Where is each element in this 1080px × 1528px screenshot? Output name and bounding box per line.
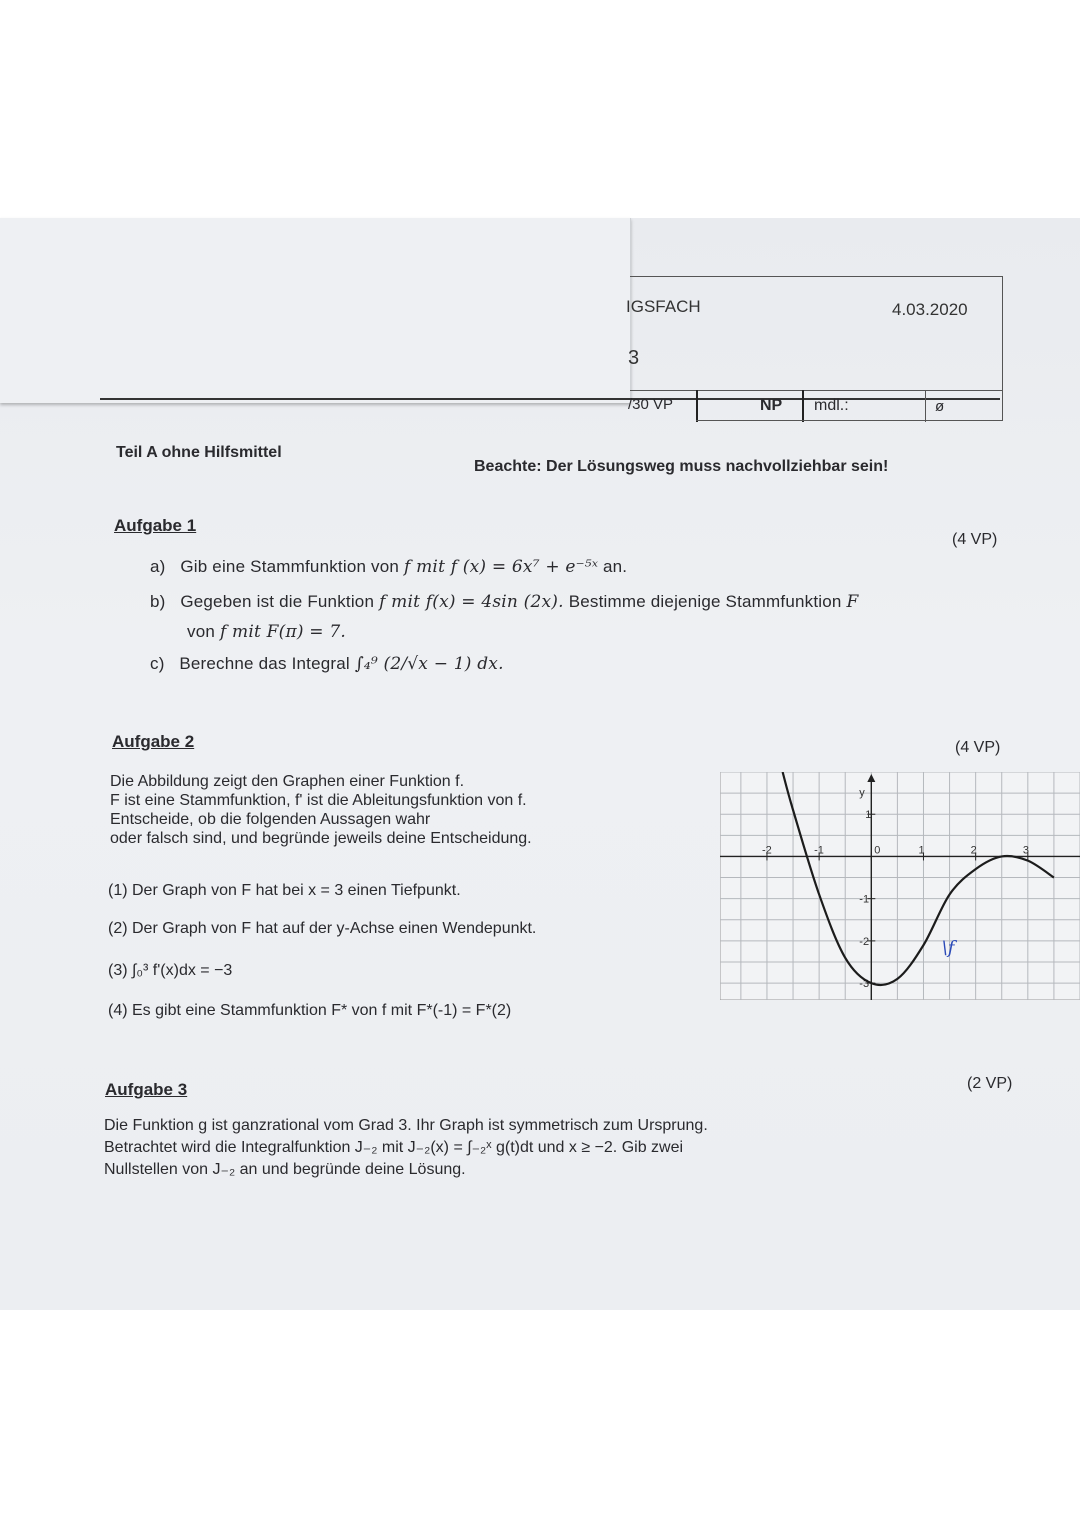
task1-part-c: [150, 654, 504, 674]
task3-line: Die Funktion g ist ganzrational vom Grad 3. Ihr Graph ist symmetrisch zum Ursprung.: [104, 1117, 708, 1134]
task3-text: [104, 1115, 708, 1181]
task2-points: (4 VP): [955, 739, 1001, 756]
class-fragment: 3: [628, 347, 640, 369]
x-tick-label: 2: [970, 844, 977, 857]
task1-part-b-line2: [187, 622, 346, 642]
task2-statement-1: (1) Der Graph von F hat bei x = 3 einen Tiefpunkt.: [108, 882, 461, 899]
task2-intro-line: F ist eine Stammfunktion, f' ist die Ableitungsfunktion von f.: [110, 792, 527, 809]
part-a-end: an.: [603, 557, 628, 576]
header-row-line: [630, 390, 1002, 391]
np-box-right: [802, 390, 804, 422]
task2-statement-4: (4) Es gibt eine Stammfunktion F* von f mit F*(-1) = F*(2): [108, 1002, 512, 1019]
task2-statement-3: (3) ∫₀³ f'(x)dx = −3: [108, 962, 233, 979]
task2-intro-line: Die Abbildung zeigt den Graphen einer Funktion f.: [110, 773, 465, 790]
np-label: NP: [760, 397, 783, 414]
solution-note: Beachte: Der Lösungsweg muss nachvollziehbar sein!: [474, 458, 889, 475]
part-c-text: Berechne das Integral: [179, 654, 350, 673]
part-a-text: Gib eine Stammfunktion von: [180, 557, 400, 576]
function-graph: [720, 772, 1080, 1000]
x-tick-label: 3: [1022, 844, 1029, 857]
task3-line: Nullstellen von J₋₂ an und begründe deine Lösung.: [104, 1161, 466, 1178]
handwritten-f-label: \f: [941, 937, 955, 959]
task2-title: Aufgabe 2: [112, 732, 195, 751]
average-label: ø: [935, 398, 945, 415]
folded-cover-sheet: [0, 218, 631, 403]
x-tick-label: 1: [918, 844, 925, 857]
task1-part-a: [150, 557, 627, 577]
np-box-bottom: [696, 420, 1002, 421]
part-a-formula: f mit f (x) = 6x⁷ + e⁻⁵ˣ: [404, 557, 599, 577]
y-tick-label: 1: [865, 809, 872, 822]
x-tick-label: -1: [814, 844, 824, 857]
header-bottom-line: [100, 398, 1000, 400]
oral-label: mdl.:: [814, 397, 849, 414]
part-b-line2-formula: f mit F(π) = 7.: [219, 622, 346, 642]
exam-date: 4.03.2020: [892, 300, 968, 319]
part-b-line2-pre: von: [187, 622, 216, 641]
task2-intro: [110, 772, 532, 848]
points-total: /30 VP: [628, 396, 674, 413]
task1-title: Aufgabe 1: [114, 516, 197, 535]
task1-part-b: [150, 592, 858, 612]
header-box-right: [1002, 276, 1003, 421]
graph-grid: [720, 772, 1080, 1000]
y-axis-label: y: [859, 787, 865, 799]
part-b-text2: Bestimme diejenige Stammfunktion: [568, 592, 842, 611]
task2-intro-line: oder falsch sind, und begründe jeweils deine Entscheidung.: [110, 830, 532, 847]
task1-points: (4 VP): [952, 531, 998, 548]
subject-fragment: IGSFACH: [626, 297, 701, 316]
task3-title: Aufgabe 3: [105, 1080, 188, 1099]
graph-background: [720, 772, 1080, 1000]
task3-line: Betrachtet wird die Integralfunktion J₋₂ mit J₋₂(x) = ∫₋₂ˣ g(t)dt und x ≥ −2. Gib zwei: [104, 1139, 684, 1156]
part-c-formula: ∫₄⁹ (2/√x − 1) dx.: [354, 654, 504, 674]
task3-points: (2 VP): [967, 1075, 1013, 1092]
x-tick-label: -2: [761, 844, 772, 857]
x-tick-label: 0: [874, 844, 881, 857]
part-b-text: Gegeben ist die Funktion: [180, 592, 375, 611]
part-b-formula: f mit f(x) = 4sin (2x).: [379, 592, 564, 612]
part-a-label: a): [150, 557, 166, 576]
part-c-label: c): [150, 654, 165, 673]
task2-statement-2: (2) Der Graph von F hat auf der y-Achse einen Wendepunkt.: [108, 920, 537, 937]
y-tick-label: -3: [859, 978, 870, 991]
avg-box-left: [925, 390, 926, 422]
y-tick-label: -1: [859, 893, 870, 906]
part-b-label: b): [150, 592, 166, 611]
y-tick-label: -2: [859, 935, 870, 948]
part-b-F: F: [846, 592, 859, 612]
np-box-left: [696, 390, 698, 422]
header-box-top: [630, 276, 1002, 277]
part-heading: Teil A ohne Hilfsmittel: [116, 444, 282, 461]
task2-intro-line: Entscheide, ob die folgenden Aussagen wahr: [110, 811, 431, 828]
